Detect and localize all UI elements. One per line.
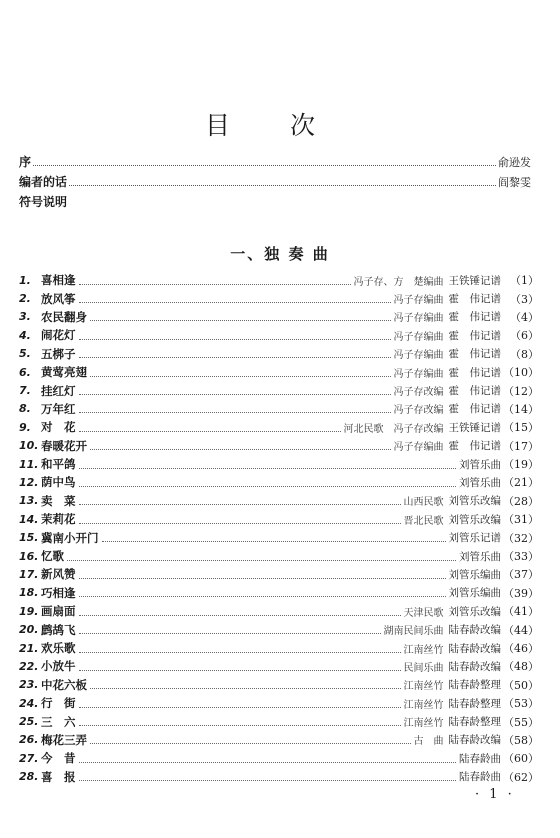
- entry-arranger: 刘管乐改编: [448, 605, 501, 618]
- entry-arranger: 王铁锤记谱: [448, 421, 501, 434]
- entry-number: 13.: [19, 494, 39, 508]
- entry-arranger: 霍 伟记谱: [448, 329, 501, 342]
- entry-source: 湖南民间乐曲: [383, 626, 444, 638]
- entry-source: 冯子存编曲: [393, 313, 444, 325]
- toc-entry[interactable]: [19, 381, 539, 399]
- entry-source: 冯子存编曲: [393, 442, 444, 454]
- toc-entry[interactable]: [19, 437, 539, 455]
- entry-source: 晋北民歌: [403, 515, 444, 527]
- entry-page: （46）: [503, 642, 539, 655]
- entry-number: 19.: [19, 604, 39, 618]
- dot-leader: [90, 376, 391, 377]
- entry-arranger: 陆春龄整理: [448, 679, 501, 692]
- toc-entry[interactable]: [19, 400, 539, 418]
- entry-title: 喜 报: [41, 769, 76, 784]
- entry-number: 17.: [19, 567, 39, 581]
- title-char-2: 次: [290, 111, 316, 140]
- entry-title: 巧相逢: [41, 585, 76, 600]
- entry-title: 黄莺亮翅: [41, 365, 87, 380]
- entry-title: 鹧鸪飞: [41, 622, 76, 637]
- toc-entry[interactable]: [19, 528, 539, 546]
- entry-arranger: 刘管乐改编: [448, 513, 501, 526]
- front-matter-author: 阎黎雯: [498, 176, 531, 189]
- entry-number: 8.: [19, 402, 31, 416]
- entry-number: 27.: [19, 751, 39, 765]
- toc-entry[interactable]: [19, 749, 539, 767]
- entry-page: （8）: [510, 347, 539, 361]
- dot-leader: [79, 302, 391, 303]
- toc-entry[interactable]: [19, 326, 539, 344]
- entry-page: （55）: [503, 715, 539, 729]
- dot-leader: [79, 357, 391, 358]
- entry-page: （1）: [510, 274, 539, 288]
- entry-number: 23.: [19, 678, 39, 692]
- dot-leader: [79, 615, 401, 616]
- dot-leader: [67, 560, 456, 561]
- entry-title: 三 六: [41, 714, 76, 729]
- entry-page: （60）: [503, 752, 539, 766]
- entry-page: （62）: [503, 770, 539, 784]
- dot-leader: [79, 762, 457, 763]
- entry-title: 闹花灯: [41, 328, 76, 343]
- entry-source: 山西民歌: [403, 497, 444, 509]
- entry-page: （32）: [503, 531, 539, 545]
- entry-page: （12）: [503, 384, 539, 398]
- entry-arranger: 刘管乐曲: [459, 458, 501, 471]
- entry-page: （10）: [503, 366, 539, 380]
- entry-number: 18.: [19, 586, 39, 600]
- entry-arranger: 陆春龄改编: [448, 624, 501, 637]
- entry-number: 4.: [19, 328, 31, 342]
- entry-source: 江南丝竹: [403, 644, 444, 656]
- entry-page: （39）: [503, 586, 539, 600]
- toc-entry[interactable]: [19, 271, 539, 289]
- entry-arranger: 霍 伟记谱: [448, 293, 501, 306]
- dot-leader: [90, 743, 411, 744]
- entry-page: （4）: [510, 310, 539, 324]
- entry-page: （28）: [503, 494, 539, 508]
- entry-number: 25.: [19, 715, 39, 729]
- entry-number: 11.: [19, 457, 39, 471]
- dot-leader: [90, 449, 391, 450]
- entry-page: （44）: [503, 623, 539, 637]
- entry-page: （31）: [503, 513, 539, 527]
- entry-number: 15.: [19, 531, 39, 545]
- toc-entry[interactable]: [19, 547, 539, 565]
- toc-list: [19, 271, 539, 786]
- entry-number: 5.: [19, 347, 31, 361]
- entry-page: （53）: [503, 697, 539, 711]
- front-matter-author: 俞逊发: [498, 156, 531, 169]
- entry-number: 2.: [19, 292, 31, 306]
- entry-source: 冯子存改编: [393, 405, 444, 417]
- entry-title: 放风筝: [41, 291, 76, 306]
- entry-arranger: 陆春龄整理: [448, 697, 501, 710]
- front-matter-preface[interactable]: [19, 150, 531, 170]
- entry-number: 10.: [19, 439, 39, 453]
- toc-entry[interactable]: [19, 565, 539, 583]
- entry-title: 中花六板: [41, 677, 87, 692]
- entry-source: 江南丝竹: [403, 718, 444, 730]
- entry-number: 9.: [19, 420, 31, 434]
- dot-leader: [69, 185, 496, 186]
- toc-entry[interactable]: [19, 455, 539, 473]
- toc-entry[interactable]: [19, 620, 539, 638]
- front-matter-label: 序: [19, 155, 32, 169]
- entry-title: 五梆子: [41, 346, 76, 361]
- entry-title: 挂红灯: [41, 383, 76, 398]
- entry-arranger: 刘管乐编曲: [448, 587, 501, 600]
- entry-page: （19）: [503, 458, 539, 472]
- entry-number: 22.: [19, 659, 39, 673]
- entry-arranger: 陆春龄曲: [459, 771, 501, 784]
- entry-number: 21.: [19, 641, 39, 655]
- entry-number: 3.: [19, 310, 31, 324]
- toc-entry[interactable]: [19, 492, 539, 510]
- dot-leader: [79, 412, 391, 413]
- toc-entry[interactable]: [19, 768, 539, 786]
- dot-leader: [79, 596, 446, 597]
- entry-page: （15）: [503, 421, 539, 435]
- entry-page: （33）: [503, 550, 539, 564]
- toc-entry[interactable]: [19, 510, 539, 528]
- entry-source: 冯子存编曲: [393, 295, 444, 307]
- entry-title: 冀南小开门: [41, 530, 99, 545]
- dot-leader: [79, 725, 401, 726]
- entry-arranger: 刘管乐曲: [459, 476, 501, 489]
- entry-arranger: 霍 伟记谱: [448, 440, 501, 453]
- section-heading: 一、独 奏 曲: [230, 245, 330, 263]
- entry-arranger: 霍 伟记谱: [448, 366, 501, 379]
- entry-source: 民间乐曲: [403, 662, 444, 674]
- entry-source: 河北民歌 冯子存改编: [343, 423, 444, 435]
- toc-entry[interactable]: [19, 639, 539, 657]
- entry-number: 24.: [19, 696, 39, 710]
- dot-leader: [33, 165, 496, 166]
- entry-title: 忆歌: [41, 549, 64, 564]
- toc-entry[interactable]: [19, 676, 539, 694]
- toc-entry[interactable]: [19, 694, 539, 712]
- entry-title: 欢乐歌: [41, 641, 76, 655]
- front-matter-editors-note[interactable]: [19, 170, 531, 190]
- entry-arranger: 陆春龄曲: [459, 752, 501, 765]
- entry-source: 冯子存编曲: [393, 331, 444, 343]
- entry-title: 行 街: [41, 696, 76, 711]
- entry-source: 冯子存改编: [393, 387, 444, 399]
- toc-entry[interactable]: [19, 657, 539, 675]
- entry-source: 冯子存、方 楚编曲: [353, 276, 444, 288]
- toc-entry[interactable]: [19, 584, 539, 602]
- entry-source: 江南丝竹: [403, 699, 444, 711]
- dot-leader: [79, 780, 457, 781]
- dot-leader: [79, 339, 391, 340]
- entry-arranger: 霍 伟记谱: [448, 403, 501, 416]
- entry-arranger: 霍 伟记谱: [448, 385, 501, 398]
- toc-entry[interactable]: [19, 473, 539, 491]
- entry-page: （14）: [503, 402, 539, 416]
- entry-page: （48）: [503, 660, 539, 674]
- dot-leader: [79, 431, 341, 432]
- entry-arranger: 陆春龄改编: [448, 642, 501, 655]
- dot-leader: [90, 688, 401, 689]
- dot-leader: [102, 541, 446, 542]
- entry-arranger: 刘管乐编曲: [448, 568, 501, 581]
- entry-page: （58）: [503, 733, 539, 747]
- toc-entry[interactable]: [19, 363, 539, 381]
- entry-page: （37）: [503, 568, 539, 582]
- dot-leader: [79, 504, 401, 505]
- entry-arranger: 王铁锤记谱: [448, 274, 501, 287]
- entry-title: 小放牛: [41, 659, 76, 674]
- toc-entry[interactable]: [19, 731, 539, 749]
- entry-page: （41）: [503, 605, 539, 619]
- entry-source: 冯子存编曲: [393, 368, 444, 380]
- entry-title: 万年红: [41, 401, 76, 416]
- entry-title: 今 昔: [41, 751, 76, 766]
- entry-title: 梅花三弄: [41, 732, 87, 747]
- dot-leader: [79, 707, 401, 708]
- entry-title: 农民翻身: [41, 309, 87, 324]
- entry-title: 对 花: [41, 420, 76, 435]
- entry-number: 6.: [19, 365, 31, 379]
- toc-entry[interactable]: [19, 308, 539, 326]
- entry-page: （6）: [510, 329, 539, 343]
- entry-number: 12.: [19, 475, 39, 489]
- dot-leader: [79, 394, 391, 395]
- entry-source: 江南丝竹: [403, 681, 444, 693]
- entry-arranger: 陆春龄改编: [448, 660, 501, 673]
- toc-entry[interactable]: [19, 602, 539, 620]
- entry-title: 春暖花开: [41, 438, 87, 453]
- dot-leader: [79, 468, 457, 469]
- entry-page: （17）: [503, 439, 539, 453]
- entry-title: 茉莉花: [41, 512, 76, 527]
- toc-entry[interactable]: [19, 289, 539, 307]
- dot-leader: [79, 633, 381, 634]
- dot-leader: [79, 486, 457, 487]
- front-matter-list: [19, 150, 531, 210]
- page-number: · 1 ·: [475, 787, 515, 802]
- dot-leader: [79, 670, 401, 671]
- entry-source: 冯子存编曲: [393, 350, 444, 362]
- dot-leader: [79, 523, 401, 524]
- toc-entry[interactable]: [19, 712, 539, 730]
- entry-title: 荫中鸟: [41, 475, 76, 490]
- entry-source: 古 曲: [413, 736, 444, 748]
- entry-page: （21）: [503, 476, 539, 490]
- toc-entry[interactable]: [19, 345, 539, 363]
- front-matter-label: 符号说明: [19, 195, 68, 209]
- dot-leader: [79, 578, 446, 579]
- toc-entry[interactable]: [19, 418, 539, 436]
- entry-arranger: 陆春龄整理: [448, 716, 501, 729]
- entry-title: 新风赞: [41, 567, 76, 582]
- entry-page: （3）: [510, 292, 539, 306]
- entry-title: 和平鸽: [41, 457, 76, 472]
- entry-number: 20.: [19, 623, 39, 637]
- entry-title: 画扇面: [41, 604, 76, 619]
- entry-number: 16.: [19, 549, 39, 563]
- entry-arranger: 刘管乐曲: [459, 550, 501, 563]
- front-matter-symbols[interactable]: [19, 190, 531, 210]
- entry-arranger: 霍 伟记谱: [448, 311, 501, 324]
- entry-title: 卖 菜: [41, 493, 76, 508]
- entry-arranger: 陆春龄改编: [448, 734, 501, 747]
- dot-leader: [79, 652, 401, 653]
- entry-arranger: 霍 伟记谱: [448, 348, 501, 361]
- entry-arranger: 刘管乐改编: [448, 495, 501, 508]
- entry-number: 7.: [19, 384, 31, 398]
- entry-source: 天津民歌: [403, 607, 444, 619]
- entry-page: （50）: [503, 678, 539, 692]
- dot-leader: [90, 320, 391, 321]
- entry-number: 14.: [19, 512, 39, 526]
- entry-arranger: 刘管乐记谱: [448, 532, 501, 545]
- title-char-1: 目: [205, 111, 231, 140]
- entry-number: 26.: [19, 733, 39, 747]
- entry-title: 喜相逢: [41, 273, 76, 288]
- entry-number: 1.: [19, 273, 31, 287]
- front-matter-label: 编者的话: [19, 175, 68, 189]
- entry-number: 28.: [19, 770, 39, 784]
- dot-leader: [79, 284, 351, 285]
